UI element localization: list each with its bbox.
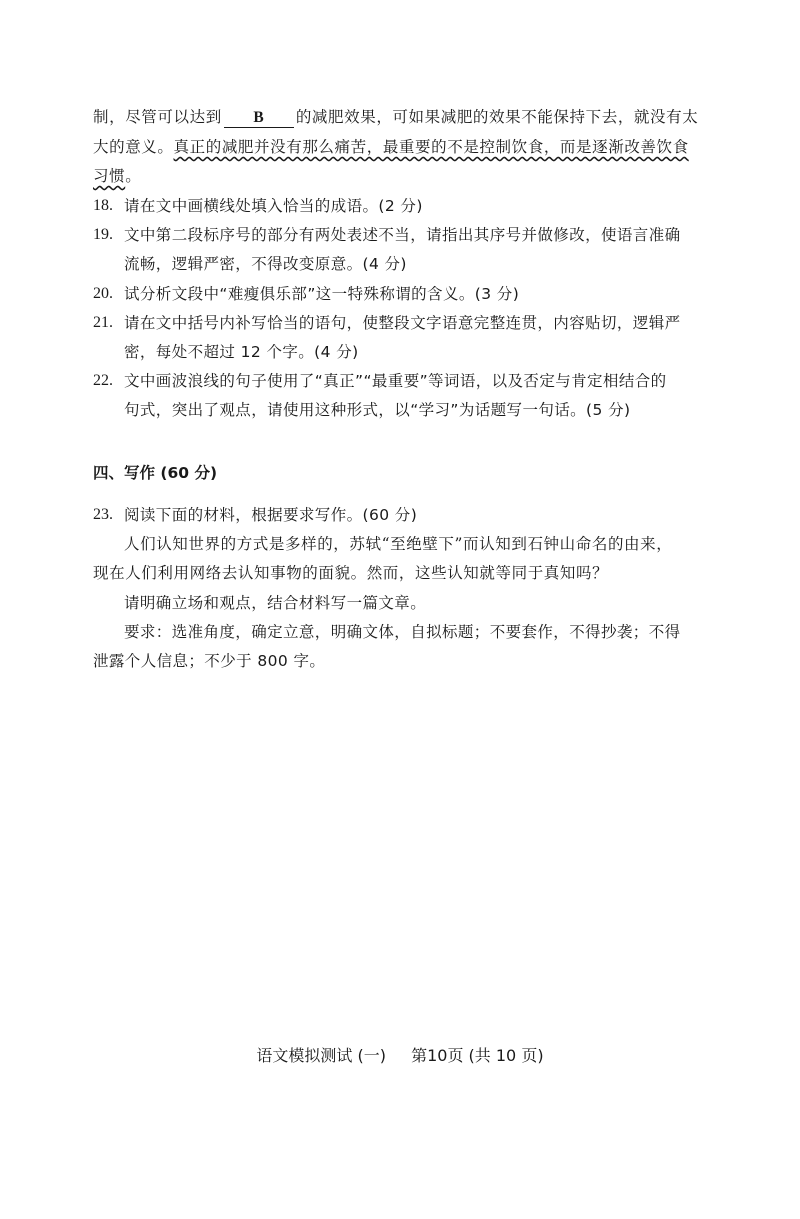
question-19-text-cont: 流畅，逻辑严密，不得改变原意。(4 分) xyxy=(124,255,407,273)
question-number: 23. xyxy=(93,506,113,523)
material-line-1: 人们认知世界的方式是多样的，苏轼“至绝壁下”而认知到石钟山命名的由来， xyxy=(124,535,673,553)
question-22-text-cont: 句式，突出了观点，请使用这种形式，以“学习”为话题写一句话。(5 分) xyxy=(124,401,631,419)
passage-line-1 xyxy=(93,106,698,128)
passage-text: 的减肥效果，可如果减肥的效果不能保持下去，就没有太 xyxy=(295,108,699,126)
blank-b: B xyxy=(224,109,294,128)
wavy-underlined-sentence: 真正的减肥并没有那么痛苦，最重要的不是控制饮食，而是逐渐改善饮食 xyxy=(173,138,689,156)
question-number: 21. xyxy=(93,314,113,331)
requirements-line-2: 泄露个人信息；不少于 800 字。 xyxy=(93,652,326,670)
question-21-text: 请在文中括号内补写恰当的语句，使整段文字语意完整连贯，内容贴切，逻辑严 xyxy=(124,314,681,332)
footer-subject: 语文模拟测试 (一) xyxy=(256,1046,386,1065)
passage-text: 制，尽管可以达到 xyxy=(93,108,222,126)
page-footer xyxy=(0,1043,800,1066)
passage-line-3 xyxy=(93,165,141,187)
question-22-text: 文中画波浪线的句子使用了“真正”“最重要”等词语，以及否定与肯定相结合的 xyxy=(124,372,667,390)
question-number: 22. xyxy=(93,372,113,389)
question-19-text: 文中第二段标序号的部分有两处表述不当，请指出其序号并做修改，使语言准确 xyxy=(124,226,681,244)
passage-line-2 xyxy=(93,136,689,158)
question-number: 18. xyxy=(93,197,113,214)
requirements-line-1: 要求：选准角度，确定立意，明确文体，自拟标题；不要套作，不得抄袭；不得 xyxy=(124,623,681,641)
footer-page-number: 第10页 (共 10 页) xyxy=(411,1046,544,1065)
passage-text: 。 xyxy=(125,167,142,185)
wavy-underlined-sentence-end: 习惯 xyxy=(93,167,126,185)
section-title: 四、写作 (60 分) xyxy=(93,464,218,482)
question-21-text-cont: 密，每处不超过 12 个字。(4 分) xyxy=(124,343,359,361)
material-line-2: 现在人们利用网络去认知事物的面貌。然而，这些认知就等同于真知吗？ xyxy=(93,564,609,582)
question-23-text: 阅读下面的材料，根据要求写作。(60 分) xyxy=(124,506,418,524)
question-number: 19. xyxy=(93,226,113,243)
question-18-text: 请在文中画横线处填入恰当的成语。(2 分) xyxy=(124,197,423,215)
passage-text: 大的意义。 xyxy=(93,138,174,156)
question-20-text: 试分析文段中“难瘦俱乐部”这一特殊称谓的含义。(3 分) xyxy=(124,285,520,303)
question-number: 20. xyxy=(93,285,113,302)
writing-instruction: 请明确立场和观点，结合材料写一篇文章。 xyxy=(124,594,427,612)
